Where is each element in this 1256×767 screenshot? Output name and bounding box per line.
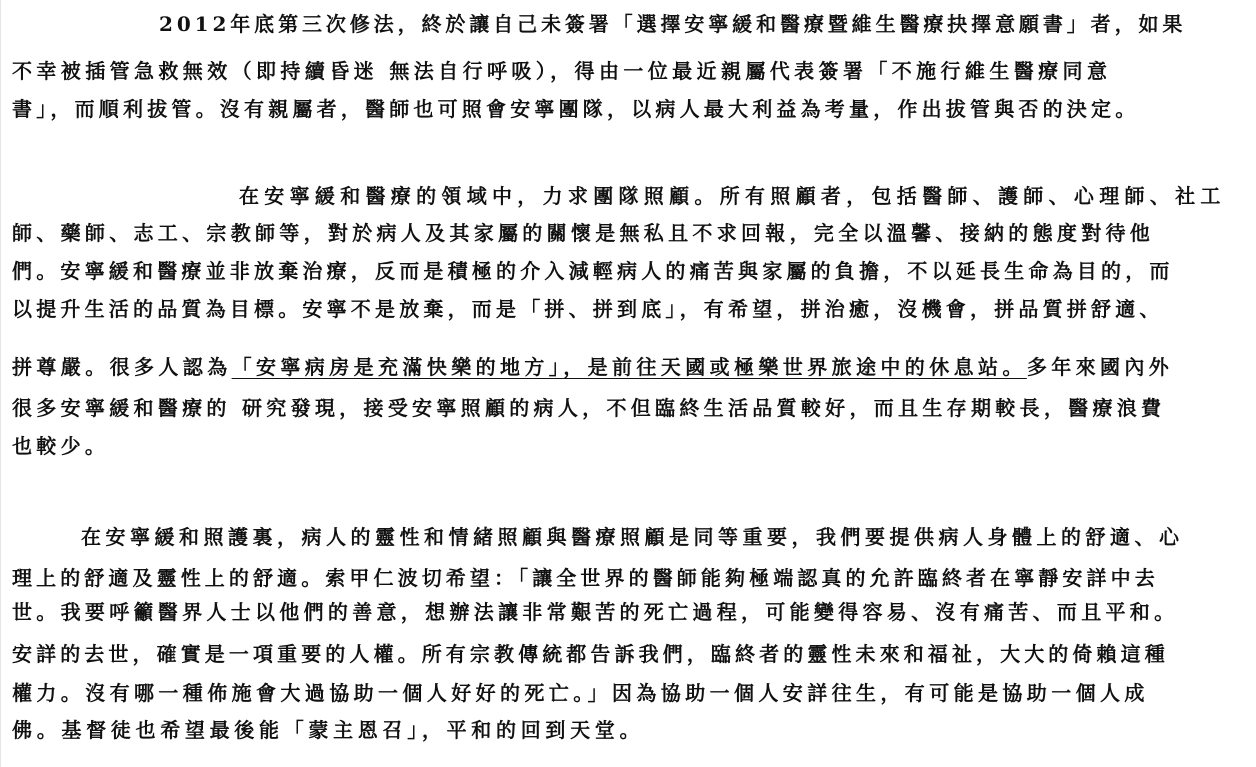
paragraph-2-line-4: 以提升生活的品質為目標。安寧不是放棄，而是「拼、拼到底」，有希望，拼治癒，沒機會，拼品質拼舒適、 (12, 297, 1164, 321)
paragraph-2-line-7: 也較少。 (12, 434, 110, 458)
paragraph-2-line-5 (12, 355, 1173, 379)
paragraph-2-line-6: 很多安寧緩和醫療的 研究發現，接受安寧照顧的病人，不但臨終生活品質較好，而且生存期較長，醫療浪費 (12, 396, 1166, 420)
paragraph-2-line-2: 師、藥師、志工、宗教師等，對於病人及其家屬的關懷是無私且不求回報，完全以溫馨、接納的態度對待他 (12, 221, 1155, 245)
paragraph-2-line-5-end: 多年來國內外 (1026, 355, 1174, 379)
paragraph-2-line-1: 在安寧緩和醫療的領域中，力求團隊照顧。所有照顧者，包括醫師、護師、心理師、社工 (239, 184, 1226, 208)
underlined-quote: 「安寧病房是充滿快樂的地方」，是前往天國或極樂世界旅途中的休息站。 (231, 355, 1027, 379)
paragraph-3-line-4: 安詳的去世，確實是一項重要的人權。所有宗教傳統都告訴我們，臨終者的靈性未來和福祉，大大的倚賴這種 (12, 642, 1169, 666)
paragraph-3-line-2: 理上的舒適及靈性上的舒適。索甲仁波切希望：「讓全世界的醫師能夠極端認真的允許臨終者在寧靜安詳中去 (12, 566, 1159, 590)
paragraph-3-line-5: 權力。沒有哪一種佈施會大過協助一個人好好的死亡。」因為協助一個人安詳往生，有可能是協助一個人成 (12, 681, 1149, 705)
paragraph-2-line-3: 們。安寧緩和醫療並非放棄治療，反而是積極的介入減輕病人的痛苦與家屬的負擔，不以延長生命為目的，而 (12, 259, 1174, 283)
paragraph-3-line-6: 佛。基督徒也希望最後能「蒙主恩召」，平和的回到天堂。 (12, 718, 645, 742)
paragraph-2-line-5-start: 拼尊嚴。很多人認為 (12, 355, 232, 379)
paragraph-3-line-1: 在安寧緩和照護裏，病人的靈性和情緒照顧與醫療照顧是同等重要，我們要提供病人身體上的舒適、心 (81, 525, 1184, 549)
paragraph-1-line-3: 書」，而順利拔管。沒有親屬者，醫師也可照會安寧團隊，以病人最大利益為考量，作出拔管與否的決定。 (12, 97, 1140, 121)
paragraph-1-line-2: 不幸被插管急救無效（即持續昏迷 無法自行呼吸），得由一位最近親屬代表簽署「不施行維生醫療同意 (12, 59, 1112, 83)
paragraph-3-line-3: 世。我要呼籲醫界人士以他們的善意，想辦法讓非常艱苦的死亡過程，可能變得容易、沒有痛苦、而且平和。 (12, 600, 1179, 624)
paragraph-1-line-1: 2012年底第三次修法，終於讓自己未簽署「選擇安寧緩和醫療暨維生醫療抉擇意願書」者，如果 (159, 12, 1187, 36)
